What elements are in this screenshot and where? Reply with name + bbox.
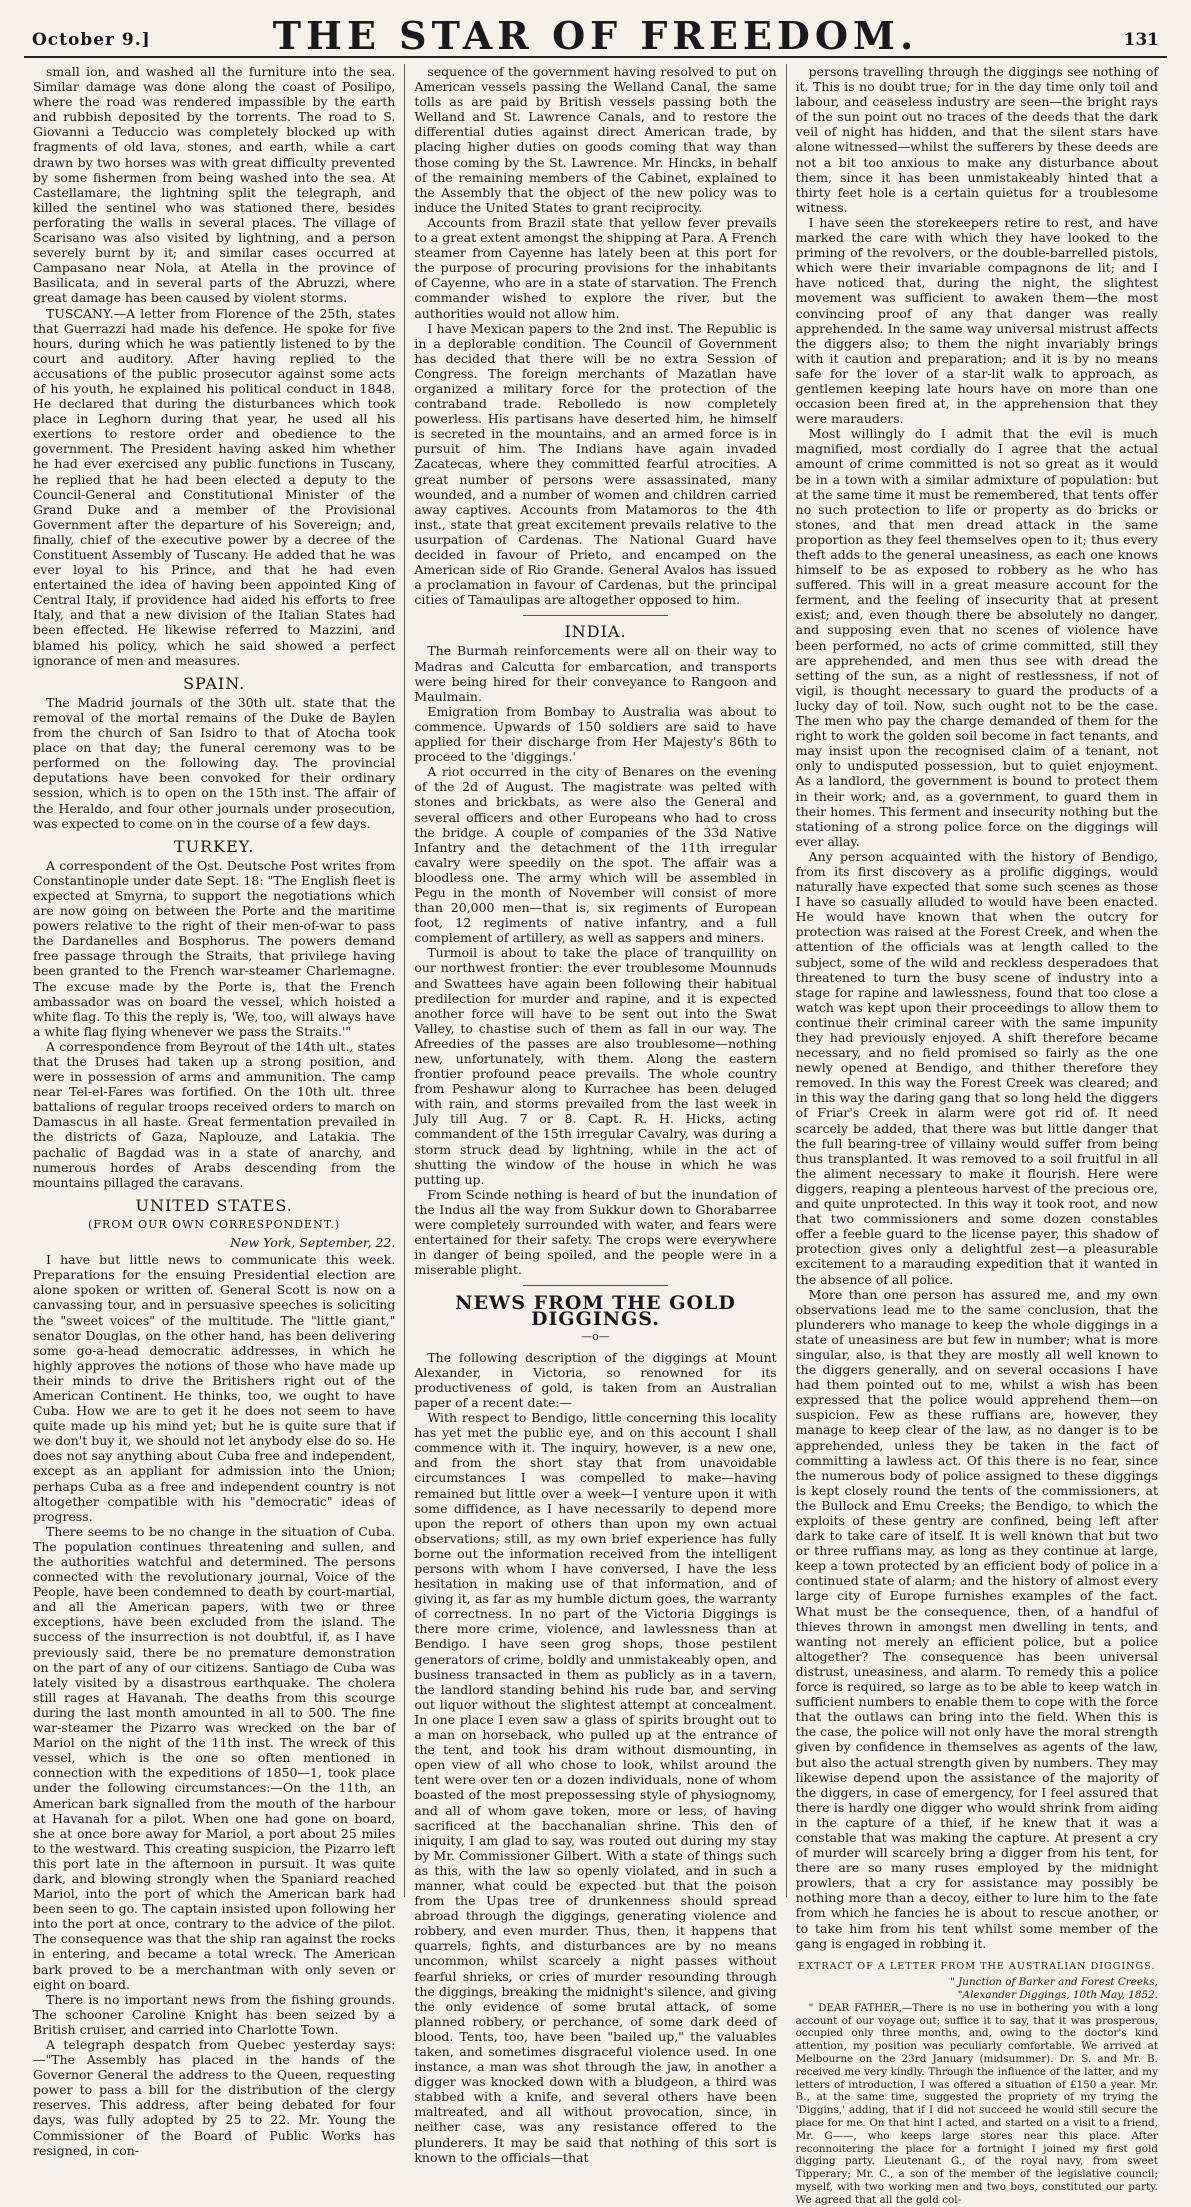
article-paragraph: I have seen the storekeepers retire to rest, and have marked the care with which they have looked to the priming of the revolvers, or the double-barrelled pistols, which were their invariable compagnons de lit; and I have noticed that, during the night, the slightest movement was sufficient to awaken them—the most convincing proof of any that danger was really apprehended. In the same way universal mistrust affects the diggers also; to them the night invariably brings with it caution and preparation; and it is by no means safe for the lover of a star-lit walk to approach, as gentlemen keeping late hours have on more than one occasion been fired at, in the apprehension that they were marauders. — [795, 214, 1158, 427]
article-paragraph: A telegraph despatch from Quebec yesterday says:—"The Assembly has placed in the hands of the Governor General the address to the Queen, requesting power to pass a bill for the distribution of the clergy reserves. This address, after being debated for four days, was fully adopted by 25 to 22. Mr. Young the Commissioner of the Board of Public Works has resigned, in con- — [33, 2037, 396, 2158]
article-paragraph: Any person acquainted with the history of Bendigo, from its first discovery as a prolific diggings, would naturally have expected that some such scenes as those I have so casually alluded to would have been enacted. He would have known that when the outcry for protection was raised at the Forest Creek, and when the attention of the officials was at length called to the subject, some of the wild and reckless desperadoes that threatened to turn the busy scene of industry into a stage for rapine and lawlessness, found that too close a watch was kept upon their proceedings to allow them to continue their criminal career with the same impunity they had previously enjoyed. A shift therefore became necessary, and no field promised so fairly as the one newly opened at Bendigo, and thither therefore they removed. In this way the Forest Creek was cleared; and in this way the daring gang that so long held the diggers of Friar's Creek in alarm were got rid of. It need scarcely be added, that there was but little danger that the full bearing-tree of villainy would suffer from being thus transplanted. It was removed to a soil fruitful in all the aliment necessary to make it flourish. Here were diggers, reaping a plenteous harvest of the precious ore, and quite unprotected. In this way it took root, and now that two commissioners and some dozen constables offer a feeble guard to the license payer, this shadow of protection gives only a delightful zest—a pleasurable excitement to a marauding expedition that it wanted in the absence of all police. — [795, 848, 1158, 1287]
dateline: New York, September, 22. — [230, 1235, 396, 1251]
article-paragraph: The Burmah reinforcements were all on their way to Madras and Calcutta for embarcation, and transports were being hired for their conveyance to Rangoon and Maulmain. — [414, 643, 777, 704]
article-paragraph: With respect to Bendigo, little concerning this locality has yet met the public eye, and on this account I shall commence with it. The inquiry, however, is a new one, and from the short stay that from unavoidable circumstances I was compelled to make—having remained but little over a week—I venture upon it with some diffidence, as I have necessarily to depend more upon the report of others than upon my own actual observations; still, as my own brief experience has fully borne out the information received from the intelligent persons with whom I have conversed, I have the less hesitation in making use of that information, and of giving it, as far as my humble dictum goes, the warranty of correctness. In no part of the Victoria Diggings is there more crime, violence, and lawlessness than at Bendigo. I have seen grog shops, those pestilent generators of crime, boldly and unmistakeably open, and business transacted in them as publicly as in a tavern, the landlord standing behind his rude bar, and serving out liquor without the slightest attempt at concealment. In one place I even saw a glass of spirits brought out to a man on horseback, who pulled up at the entrance of the tent, and took his dram without dismounting, in open view of all who chose to look, whilst around the tent were over ten or a dozen individuals, none of whom boasted of the most prepossessing style of physiognomy, and all of whom gave token, more or less, of having sacrificed at the bacchanalian shrine. This den of iniquity, I am glad to say, was routed out during my stay by Mr. Commissioner Gilbert. With a state of things such as this, with the law so openly violated, and in such a manner, what could be expected but that the poison from the Upas tree of drunkenness should spread abroad through the diggings, generating violence and robbery, and even murder. Thus, then, it happens that quarrels, fights, and disturbances are by no means uncommon, whilst scarcely a night passes without fearful shrieks, or cries of murder resounding through the diggings, breaking the midnight's silence, and giving the only evidence of some brutal attack, of some planned robbery, or perchance, of some dark deed of blood. Tents, too, have been "bailed up," the valuables taken, and sometimes disgraceful violence used. In one instance, a man was shot through the jaw, in another a digger was knocked down with a bludgeon, a third was stabbed with a knife, and several others have been maltreated, and all without provocation, since, in neither case, was any resistance offered to the plunderers. It may be said that nothing of this sort is known to the officials—that — [414, 1410, 777, 2165]
correspondent-note: (FROM OUR OWN CORRESPONDENT.) — [88, 1217, 341, 1231]
article-paragraph: I have but little news to communicate this week. Preparations for the ensuing Presidential election are alone spoken or written of. General Scott is now on a canvassing tour, and in persuasive speeches is soliciting the "sweet voices" of the multitude. The "little giant," senator Douglas, on the other hand, has been delivering some go-a-head democratic addresses, in which he highly approves the notions of those who have made up their minds to drive the Britishers right out of the American Continent. He thinks, too, we ought to have Cuba. How we are to get it he does not seem to have quite made up his mind yet; but he is quite sure that if we don't buy it, we should not let anybody else do so. He does not say anything about Cuba free and independent, except as an appliant for admission into the Union; perhaps Cuba as a free and independent country is not altogether compatible with his "democratic" ideas of progress. — [33, 1252, 396, 1524]
section-heading-turkey: TURKEY. — [173, 836, 255, 856]
article-paragraph: There is no important news from the fishing grounds. The schooner Caroline Knight has been seized by a British cruiser, and carried into Charlotte Town. — [33, 1991, 396, 2037]
letter-body: " DEAR FATHER,—There is no use in bothering you with a long account of our voyage out; suffice it to say, that it was prosperous, occupied only three months, and, owing to the doctor's kind attention, my position was peculiarly comfortable. We arrived at Melbourne on the 23rd January (midsummer). Dr. S. and Mr. B. received me very kindly. Through the influence of the latter, and my letters of introduction, I was offered a situation of £150 a year. Mr. B., at the same time, suggested the propriety of my trying the 'Diggins,' adding, that if I did not succeed he would still secure the place for me. On that hint I acted, and started on a visit to a friend, Mr. G——, who keeps large stores near this place. After reconnoitering the place for a fortnight I joined my first gold digging party. Lieutenant G., of the royal navy, from sweet Tipperary; Mr. C., a son of the member of the legislative council; myself, with two working men and two boys, constituted our party. We agreed that all the gold col- — [795, 2001, 1158, 2206]
article-paragraph: Most willingly do I admit that the evil is much magnified, most cordially do I agree that the actual amount of crime committed is not so great as it would be in a town with a similar admixture of population: but at the same time it must be remembered, that tents offer no such protection to life or property as do bricks or stones, and that men dread attack in the same proportion as they feel themselves open to it; thus every theft adds to the general uneasiness, as each one knows himself to be as exposed to robbery as he who has suffered. This will in a great measure account for the ferment, and the feeling of insecurity that at present exist; and, even though there be absolutely no danger, and supposing even that no scenes of violence have been performed, no acts of crime committed, still they are apprehended, and men thus see with dread the setting of the sun, as a night of restlessness, if not of vigil, is thought necessary to guard the products of a lucky day of toil. Now, such ought not to be the case. The men who pay the charge demanded of them for the right to work the golden soil become in fact tenants, and may insist upon the recognised claim of a tenant, not only to undisputed possession, but to quiet enjoyment. As a landlord, the government is bound to protect them in their work; and, as a government, to guard them in their homes. This ferment and insecurity nothing but the stationing of a strong police force on the diggings will ever allay. — [795, 426, 1158, 849]
article-paragraph: Turmoil is about to take the place of tranquillity on our northwest frontier: the ever troublesome Mounnuds and Swattees have again been following their habitual predilection for murder and rapine, and it is expected another force will have to be sent out into the Swat Valley, to chastise such of them as fall in our way. The Afreedies of the passes are also troublesome—nothing new, unfortunately, with them. Along the eastern frontier profound peace prevails. The whole country from Peshawur along to Kurrachee has been deluged with rain, and storms prevailed from the last week in July till Aug. 7 or 8. Capt. R. H. Hicks, acting commandent of the 15th irregular Cavalry, was during a storm struck dead by lightning, while in the act of shutting the window of the house in which he was putting up. — [414, 945, 777, 1187]
columns — [24, 64, 1167, 2206]
article-paragraph: A riot occurred in the city of Benares on the evening of the 2d of August. The magistrate was pelted with stones and brickbats, as were also the General and several officers and other Europeans who had to cross the bridge. A couple of companies of the 33d Native Infantry and the detachment of the 11th irregular cavalry were speedily on the spot. The affair was a bloodless one. The army which will be assembled in Pegu in the month of November will consist of more than 20,000 men—that is, six regiments of European foot, 12 regiments of native infantry, and a full complement of artillery, as well as sappers and miners. — [414, 764, 777, 946]
article-paragraph: Accounts from Brazil state that yellow fever prevails to a great extent amongst the shipping at Para. A French steamer from Cayenne has lately been at this port for the purpose of procuring provisions for the inhabitants of Cayenne, who are in a state of starvation. The French commander wished to explore the river, but the authorities would not allow him. — [414, 214, 777, 321]
article-paragraph: From Scinde nothing is heard of but the inundation of the Indus all the way from Sukkur down to Ghorabarree were completely surrounded with water, and fears were entertained for their safety. The crops were everywhere in danger of being spoiled, and the people were in a miserable plight. — [414, 1186, 777, 1278]
newspaper-title: THE STAR OF FREEDOM. — [272, 13, 919, 58]
article-paragraph: There seems to be no change in the situation of Cuba. The population continues threatening and sullen, and the authorities watchful and determined. The persons connected with the revolutionary journal, Voice of the People, have been condemned to death by court-martial, and all the American papers, with two or three exceptions, have been excluded from the island. The success of the insurrection is not doubtful, if, as I have previously said, there be no premature demonstration on the part of any of our citizens. Santiago de Cuba was lately visited by a disastrous earthquake. The cholera still rages at Havanah. The deaths from this scourge during the last month amounted in all to 500. The fine war-steamer the Pizarro was wrecked on the bar of Mariol on the night of the 11th inst. The wreck of this vessel, which is the one so often mentioned in connection with the expeditions of 1850—1, took place under the following circumstances:—On the 11th, an American bark signalled from the mouth of the harbour at Havanah for a pilot. When one had gone on board, she at once bore away for Mariol, a port about 25 miles to the westward. This creating suspicion, the Pizarro left this port late in the afternoon in pursuit. It was quite dark, and blowing strongly when the Spaniard reached Mariol, into the port of which the American bark had been seen to go. The captain insisted upon following her into the port at once, contrary to the advice of the pilot. The consequence was that the ship ran against the rocks in entering, and became a total wreck. The American bark proved to be a merchantman with only seven or eight on board. — [33, 1523, 396, 1992]
letter-date: "Alexander Diggings, 10th May, 1852. — [957, 1988, 1158, 2001]
section-heading-india: INDIA. — [564, 622, 627, 642]
section-heading-united-states: UNITED STATES. — [135, 1195, 293, 1215]
letter-address: " Junction of Barker and Forest Creeks, — [950, 1975, 1158, 1988]
article-paragraph: small ion, and washed all the furniture into the sea. Similar damage was done along the coast of Posilipo, where the road was rendered impassible by the earth and rubbish deposited by the torrents. The road to S. Giovanni a Teduccio was completely blocked up with fragments of old lava, stones, and earth, while a cart drawn by two horses was with great difficulty prevented by some fishermen from being washed into the sea. At Castellamare, the lightning split the telegraph, and killed the sentinel who was stationed there, besides perforating the walls in several places. The village of Scarisano was also visited by lightning, and a person severely burnt by it; and similar cases occurred at Campasano near Nola, at Atella in the province of Basilicata, and in several parts of the Abruzzi, where great damage has been caused by violent storms. — [33, 64, 396, 306]
article-paragraph: A correspondence from Beyrout of the 14th ult., states that the Druses had taken up a strong position, and were in possession of arms and ammunition. The camp near Tel-el-Fares was fortified. On the 10th ult. three battalions of regular troops received orders to march on Damascus in all haste. Great fermentation prevailed in the districts of Gaza, Naplouze, and Latakia. The pachalic of Bagdad was in a state of anarchy, and numerous hordes of Arabs descending from the mountains pillaged the caravans. — [33, 1038, 396, 1190]
column-2 — [404, 64, 785, 2165]
column-1 — [24, 64, 404, 2158]
article-paragraph: The Madrid journals of the 30th ult. state that the removal of the mortal remains of the Duke de Baylen from the church of San Isidro to that of Atocha took place on that day; the funeral ceremony was to be performed on the following day. The provincial deputations have been convoked for their ordinary session, which is to open on the 15th inst. The affair of the Heraldo, and four other journals under prosecution, was expected to come on in the course of a few days. — [33, 694, 396, 831]
column-3 — [786, 64, 1167, 2206]
issue-date: October 9.] — [32, 30, 151, 50]
divider — [523, 1285, 668, 1286]
ornament: —o— — [581, 1329, 610, 1343]
article-paragraph: More than one person has assured me, and my own observations lead me to the same conclusion, that the plunderers who manage to keep the whole diggings in a state of uneasiness are but few in number; what is more singular, also, is that they are mostly all well known to the diggers generally, and on several occasions I have had them pointed out to me, whilst a wish has been expressed that the police would apprehend them—on suspicion. Few as these ruffians are, however, they manage to keep clear of the law, as no danger is to be apprehended, unless they be taken in the fact of committing a lawless act. Of this there is no fear, since the numerous body of police assigned to these diggings is kept closely round the tents of the commissioners, at the Bullock and Emu Creeks; the Bendigo, to which the exploits of these gentry are confined, being left after dark to take care of itself. It is well known that but two or three ruffians may, as long as they continue at large, keep a town protected by an efficient body of police in a continued state of alarm; and the history of almost every large city of Europe furnishes examples of the fact. What must be the consequence, then, of a handful of thieves thrown in amongst men dwelling in tents, and wanting not merely an efficient police, but a police altogether? The consequence has been universal distrust, uneasiness, and alarm. To remedy this a police force is required, so large as to be able to keep watch in sufficient numbers to enable them to cope with the force that the outlaws can bring into the field. When this is the case, the police will not only have the moral strength given by confidence in themselves as agents of the law, but also the actual strength given by numbers. They may likewise depend upon the assistance of the majority of the diggers, in case of emergency, for I feel assured that there is hardly one digger who would shrink from aiding in the capture of a thief, if he knew that it was a constable that was making the capture. At present a cry of murder will scarcely bring a digger from his tent, for there are so many ruses employed by the midnight prowlers, that a cry for assistance may possibly be nothing more than a decoy, either to lure him to the fate from which he fancies he is about to rescue another, or to take him from his tent whilst some member of the gang is engaged in robbing it. — [795, 1286, 1158, 1951]
article-paragraph: TUSCANY.—A letter from Florence of the 25th, states that Guerrazzi had made his defence. He spoke for five hours, during which he was patiently listened to by the court and auditory. After having replied to the accusations of the public prosecutor against some acts of his youth, he explained his political conduct in 1848. He declared that during the disturbances which took place in Leghorn during that year, he used all his exertions to restore order and obedience to the government. The President having asked him whether he had ever exercised any public functions in Tuscany, he replied that he had been elected a deputy to the Council-General and Constitutional Minister of the Grand Duke and a member of the Provisional Government after the departure of his Sovereign; and, finally, chief of the executive power by a decree of the Constituent Assembly of Tuscany. He added that he was ever loyal to his Prince, and that he had even entertained the idea of having been appointed King of Central Italy, if providence had aided his efforts to free Italy, and that a new division of the Italian States had been effected. He likewise referred to Mazzini, and blamed his policy, which he said showed a perfect ignorance of men and measures. — [33, 305, 396, 668]
section-heading-spain: SPAIN. — [183, 673, 246, 693]
divider — [523, 615, 668, 616]
article-paragraph: sequence of the government having resolved to put on American vessels passing the Welland Canal, the same tolls as are paid by British vessels passing both the Welland and St. Lawrence Canals, and to restore the differential duties against direct American trade, by placing higher duties on goods coming that way than those coming by the St. Lawrence. Mr. Hincks, in behalf of the remaining members of the Cabinet, explained to the Assembly that the object of the new policy was to induce the United States to grant reciprocity. — [414, 64, 777, 215]
section-heading-gold-diggings: NEWS FROM THE GOLD DIGGINGS. — [455, 1292, 736, 1330]
article-paragraph: I have Mexican papers to the 2nd inst. The Republic is in a deplorable condition. The Council of Government has decided that there will be no extra Session of Congress. The foreign merchants of Mazatlan have organized a military force for the protection of the contraband trade. Rebolledo is now completely powerless. His partisans have deserted him, he himself is secreted in the mountains, and an armed force is in pursuit of him. The Indians have again invaded Zacatecas, where they committed fearful atrocities. A great number of persons were assassinated, many wounded, and a number of women and children carried away captives. Accounts from Matamoros to the 4th inst., state that great excitement prevails relative to the usurpation of Cardenas. The National Guard have decided in favour of Prieto, and encamped on the American side of Rio Grande. General Avalos has issued a proclamation in favour of Cardenas, but the principal cities of Tamaulipas are altogether opposed to him. — [414, 320, 777, 608]
article-paragraph: Emigration from Bombay to Australia was about to commence. Upwards of 150 soldiers are said to have applied for their discharge from Her Majesty's 86th to proceed to the 'diggings.' — [414, 703, 777, 765]
masthead — [24, 13, 1167, 58]
article-paragraph: A correspondent of the Ost. Deutsche Post writes from Constantinople under date Sept. 18: "The English fleet is expected at Smyrna, to support the negotiations which are now going on between the Porte and the maritime powers relative to the right of their men-of-war to pass the Dardanelles and Bosphorus. The powers demand free passage through the Straits, that privilege having been granted to the French war-steamer Charlemagne. The excuse made by the Porte is, that the French ambassador was on board the vessel, which hoisted a white flag. To this the reply is, 'We, too, will always have a white flag flying whenever we pass the Straits.'" — [33, 857, 396, 1039]
letter-heading: EXTRACT OF A LETTER FROM THE AUSTRALIAN DIGGINGS. — [798, 1960, 1156, 1972]
article-paragraph: The following description of the diggings at Mount Alexander, in Victoria, so renowned for its productiveness of gold, is taken from an Australian paper of a recent date:— — [414, 1349, 777, 1410]
page-number: 131 — [1123, 30, 1159, 50]
article-paragraph: persons travelling through the diggings see nothing of it. This is no doubt true; for in the day time only toil and labour, and ceaseless industry are seen—the bright rays of the sun point out no traces of the deeds that the dark veil of night has hidden, and that the silent stars have alone witnessed—whilst the sufferers by these deeds are not a bit too anxious to make any disturbance about them, since it has been unmistakeably hinted that a thirty feet hole is a certain quietus for a troublesome witness. — [795, 64, 1158, 215]
